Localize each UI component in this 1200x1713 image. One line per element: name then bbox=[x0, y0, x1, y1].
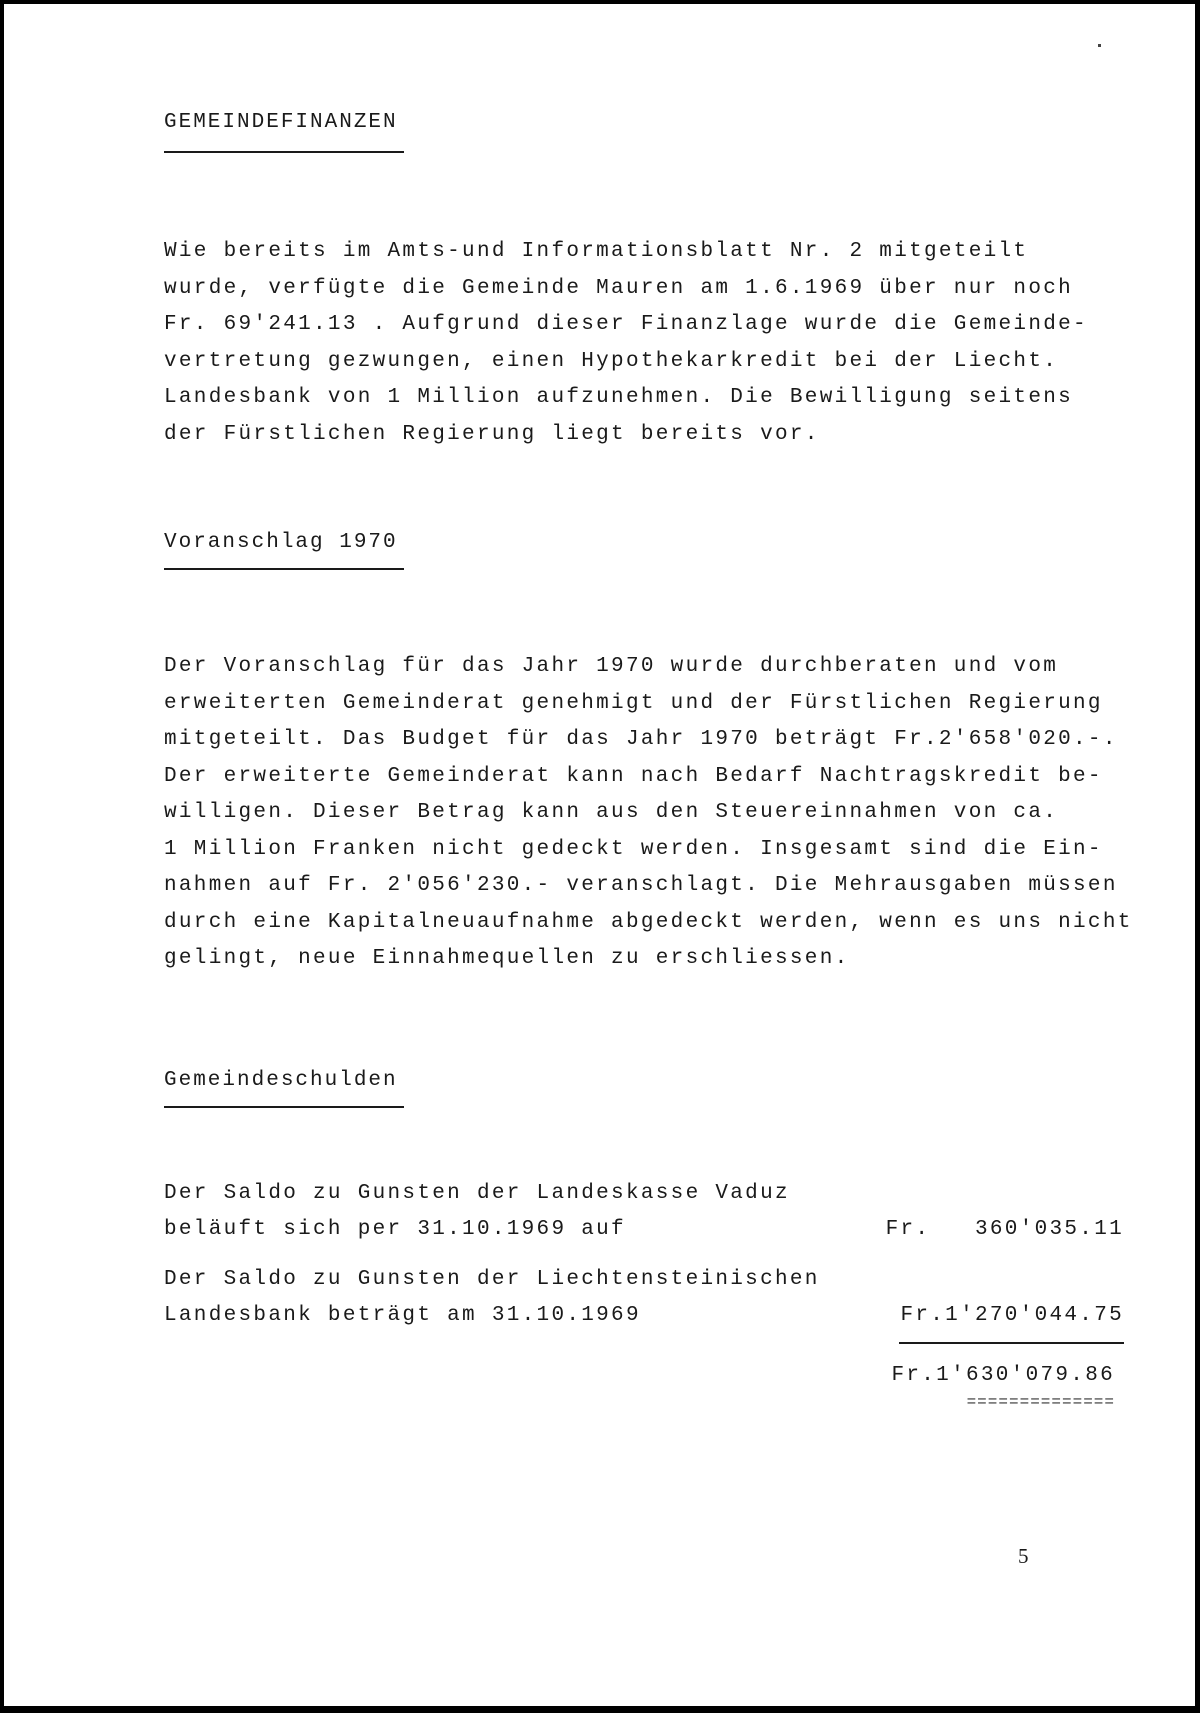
heading-underline bbox=[164, 151, 404, 153]
heading-gemeindeschulden: Gemeindeschulden bbox=[164, 1069, 398, 1092]
page-number: 5 bbox=[1018, 1544, 1029, 1568]
text-line: Wie bereits im Amts-und Informationsblatt Nr. 2 mitgeteilt bbox=[164, 240, 1029, 263]
debt-item-landesbank bbox=[164, 1262, 1124, 1334]
text-line: willigen. Dieser Betrag kann aus den Steuereinnahmen von ca. bbox=[164, 801, 1059, 824]
debt-amount: Fr. 360'035.11 bbox=[885, 1218, 1124, 1241]
text-line: Der Saldo zu Gunsten der Liechtensteinischen bbox=[164, 1268, 820, 1291]
text-line: mitgeteilt. Das Budget für das Jahr 1970 beträgt Fr.2'658'020.-. bbox=[164, 728, 1118, 751]
text-line: wurde, verfügte die Gemeinde Mauren am 1.6.1969 über nur noch bbox=[164, 276, 1074, 300]
text-line: Der erweiterte Gemeinderat kann nach Bedarf Nachtragskredit be- bbox=[164, 764, 1103, 788]
heading-voranschlag: Voranschlag 1970 bbox=[164, 531, 398, 554]
text-line: erweiterten Gemeinderat genehmigt und der Fürstlichen Regierung bbox=[164, 691, 1103, 715]
total-amount: Fr.1'630'079.86 bbox=[891, 1364, 1115, 1387]
text-line: der Fürstlichen Regierung liegt bereits vor. bbox=[164, 422, 820, 446]
paragraph-budget bbox=[164, 649, 1154, 978]
sum-rule bbox=[899, 1342, 1124, 1344]
heading-underline bbox=[164, 568, 404, 570]
debt-item-landeskasse bbox=[164, 1176, 1124, 1248]
text-line: 1 Million Franken nicht gedeckt werden. Insgesamt sind die Ein- bbox=[164, 837, 1103, 861]
debt-amount: Fr.1'270'044.75 bbox=[900, 1304, 1124, 1327]
heading-underline bbox=[164, 1106, 404, 1108]
text-line: vertretung gezwungen, einen Hypothekarkredit bei der Liecht. bbox=[164, 349, 1059, 373]
paragraph-finances bbox=[164, 234, 1154, 453]
scan-speck bbox=[1098, 44, 1101, 47]
text-line: durch eine Kapitalneuaufnahme abgedeckt werden, wenn es uns nicht bbox=[164, 910, 1133, 934]
text-line: Fr. 69'241.13 . Aufgrund dieser Finanzlage wurde die Gemeinde- bbox=[164, 313, 1088, 336]
text-line: beläuft sich per 31.10.1969 auf bbox=[164, 1218, 626, 1241]
text-line: nahmen auf Fr. 2'056'230.- veranschlagt. Die Mehrausgaben müssen bbox=[164, 874, 1118, 897]
text-line: Der Voranschlag für das Jahr 1970 wurde durchberaten und vom bbox=[164, 655, 1059, 678]
total-double-underline: ============== bbox=[966, 1393, 1115, 1411]
text-line: gelingt, neue Einnahmequellen zu erschliessen. bbox=[164, 947, 850, 970]
heading-gemeindefinanzen: GEMEINDEFINANZEN bbox=[164, 111, 398, 134]
text-line: Landesbank beträgt am 31.10.1969 bbox=[164, 1304, 641, 1327]
text-line: Der Saldo zu Gunsten der Landeskasse Vaduz bbox=[164, 1182, 790, 1205]
text-line: Landesbank von 1 Million aufzunehmen. Die Bewilligung seitens bbox=[164, 386, 1074, 409]
